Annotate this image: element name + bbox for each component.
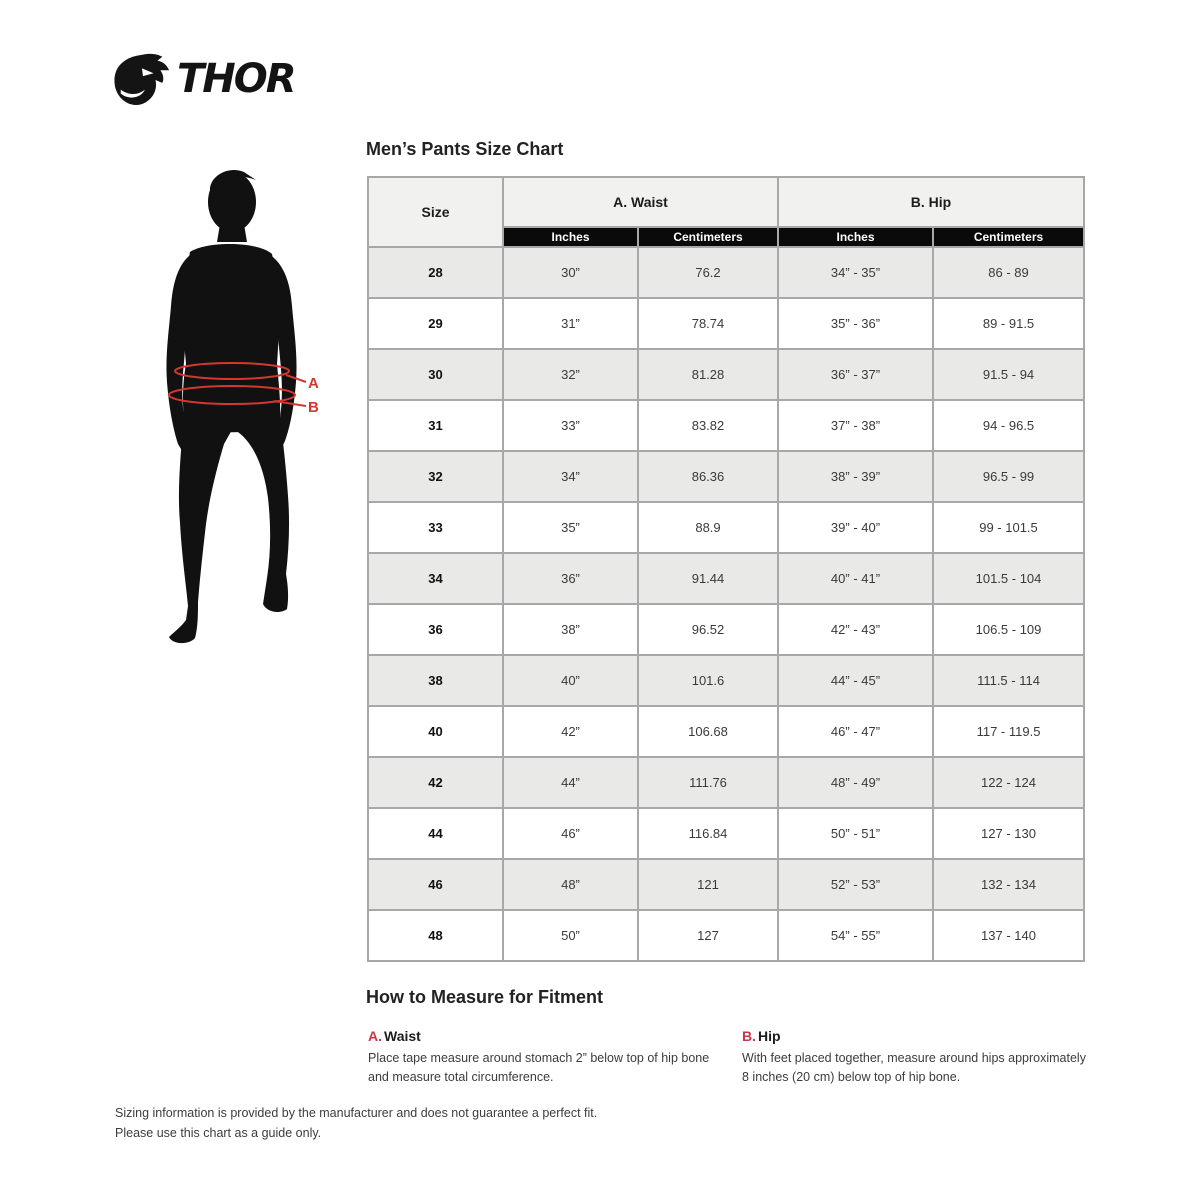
table-row (368, 910, 1084, 961)
brand-name: THOR (177, 56, 295, 102)
measure-hip-block (742, 1028, 1087, 1088)
cell-waist_in: 44” (503, 757, 638, 808)
cell-hip_in: 38” - 39” (778, 451, 933, 502)
cell-waist_in: 40” (503, 655, 638, 706)
col-header-size: Size (368, 177, 503, 247)
cell-waist_in: 35” (503, 502, 638, 553)
cell-waist_in: 33” (503, 400, 638, 451)
cell-size: 32 (368, 451, 503, 502)
cell-size: 48 (368, 910, 503, 961)
cell-hip_in: 35” - 36” (778, 298, 933, 349)
size-table-body (368, 247, 1084, 961)
cell-hip_in: 48” - 49” (778, 757, 933, 808)
cell-hip_cm: 86 - 89 (933, 247, 1084, 298)
thor-ram-head-icon (113, 52, 171, 106)
cell-waist_cm: 81.28 (638, 349, 778, 400)
cell-waist_in: 30” (503, 247, 638, 298)
measure-hip-label (742, 1028, 1087, 1044)
table-row (368, 502, 1084, 553)
cell-hip_cm: 122 - 124 (933, 757, 1084, 808)
cell-waist_cm: 106.68 (638, 706, 778, 757)
cell-waist_cm: 91.44 (638, 553, 778, 604)
table-row (368, 859, 1084, 910)
cell-hip_in: 54” - 55” (778, 910, 933, 961)
cell-hip_cm: 117 - 119.5 (933, 706, 1084, 757)
disclaimer (115, 1103, 597, 1143)
cell-size: 31 (368, 400, 503, 451)
cell-waist_in: 48” (503, 859, 638, 910)
cell-hip_in: 42” - 43” (778, 604, 933, 655)
cell-hip_cm: 106.5 - 109 (933, 604, 1084, 655)
cell-size: 29 (368, 298, 503, 349)
cell-hip_cm: 101.5 - 104 (933, 553, 1084, 604)
cell-hip_in: 39” - 40” (778, 502, 933, 553)
cell-hip_cm: 127 - 130 (933, 808, 1084, 859)
cell-hip_in: 52” - 53” (778, 859, 933, 910)
cell-waist_cm: 76.2 (638, 247, 778, 298)
cell-waist_in: 31” (503, 298, 638, 349)
cell-waist_in: 38” (503, 604, 638, 655)
cell-waist_cm: 127 (638, 910, 778, 961)
disclaimer-line-2: Please use this chart as a guide only. (115, 1126, 322, 1140)
cell-waist_in: 50” (503, 910, 638, 961)
cell-size: 36 (368, 604, 503, 655)
cell-waist_cm: 111.76 (638, 757, 778, 808)
cell-waist_cm: 96.52 (638, 604, 778, 655)
table-row (368, 349, 1084, 400)
cell-size: 40 (368, 706, 503, 757)
disclaimer-line-1: Sizing information is provided by the manufacturer and does not guarantee a perfect fit. (115, 1106, 598, 1120)
measurement-figure (146, 168, 321, 653)
table-row (368, 451, 1084, 502)
cell-hip_cm: 137 - 140 (933, 910, 1084, 961)
subheader-waist-centimeters: Centimeters (638, 227, 778, 247)
cell-waist_cm: 121 (638, 859, 778, 910)
table-row (368, 706, 1084, 757)
cell-hip_in: 46” - 47” (778, 706, 933, 757)
measure-hip-title: Hip (758, 1028, 781, 1044)
subheader-waist-inches: Inches (503, 227, 638, 247)
brand-logo (113, 52, 295, 106)
cell-hip_cm: 111.5 - 114 (933, 655, 1084, 706)
cell-size: 38 (368, 655, 503, 706)
cell-hip_in: 40” - 41” (778, 553, 933, 604)
cell-waist_cm: 88.9 (638, 502, 778, 553)
cell-waist_cm: 101.6 (638, 655, 778, 706)
table-row (368, 553, 1084, 604)
measure-hip-text: With feet placed together, measure around hips approximately 8 inches (20 cm) below top of hip bone. (742, 1051, 1086, 1085)
cell-waist_cm: 83.82 (638, 400, 778, 451)
table-row (368, 247, 1084, 298)
cell-size: 34 (368, 553, 503, 604)
cell-hip_in: 37” - 38” (778, 400, 933, 451)
cell-waist_in: 46” (503, 808, 638, 859)
measure-waist-block (368, 1028, 713, 1088)
cell-waist_in: 32” (503, 349, 638, 400)
cell-waist_cm: 116.84 (638, 808, 778, 859)
cell-hip_cm: 99 - 101.5 (933, 502, 1084, 553)
table-row (368, 604, 1084, 655)
measure-waist-title: Waist (384, 1028, 421, 1044)
cell-waist_in: 34” (503, 451, 638, 502)
cell-hip_cm: 91.5 - 94 (933, 349, 1084, 400)
cell-hip_in: 44” - 45” (778, 655, 933, 706)
cell-waist_cm: 78.74 (638, 298, 778, 349)
table-row (368, 655, 1084, 706)
subheader-hip-centimeters: Centimeters (933, 227, 1084, 247)
subheader-hip-inches: Inches (778, 227, 933, 247)
cell-waist_in: 36” (503, 553, 638, 604)
cell-waist_in: 42” (503, 706, 638, 757)
cell-waist_cm: 86.36 (638, 451, 778, 502)
cell-size: 33 (368, 502, 503, 553)
col-header-hip: B. Hip (778, 177, 1084, 227)
cell-size: 28 (368, 247, 503, 298)
table-row (368, 298, 1084, 349)
cell-size: 44 (368, 808, 503, 859)
table-row (368, 400, 1084, 451)
table-row (368, 757, 1084, 808)
cell-size: 30 (368, 349, 503, 400)
cell-hip_in: 50” - 51” (778, 808, 933, 859)
page-title: Men’s Pants Size Chart (366, 139, 564, 159)
figure-label-a: A (308, 375, 319, 392)
cell-hip_in: 34” - 35” (778, 247, 933, 298)
cell-hip_cm: 132 - 134 (933, 859, 1084, 910)
cell-hip_cm: 96.5 - 99 (933, 451, 1084, 502)
col-header-waist: A. Waist (503, 177, 778, 227)
cell-size: 42 (368, 757, 503, 808)
table-row (368, 808, 1084, 859)
male-silhouette-icon (146, 168, 321, 653)
cell-hip_cm: 94 - 96.5 (933, 400, 1084, 451)
measure-waist-text: Place tape measure around stomach 2” below top of hip bone and measure total circumference. (368, 1051, 710, 1085)
cell-hip_cm: 89 - 91.5 (933, 298, 1084, 349)
measure-hip-prefix: B. (742, 1028, 756, 1044)
measure-waist-prefix: A. (368, 1028, 382, 1044)
cell-size: 46 (368, 859, 503, 910)
measure-waist-label (368, 1028, 713, 1044)
measure-heading: How to Measure for Fitment (366, 987, 604, 1007)
cell-hip_in: 36” - 37” (778, 349, 933, 400)
mens-pants-size-table (367, 176, 1085, 962)
figure-label-b: B (308, 399, 319, 416)
